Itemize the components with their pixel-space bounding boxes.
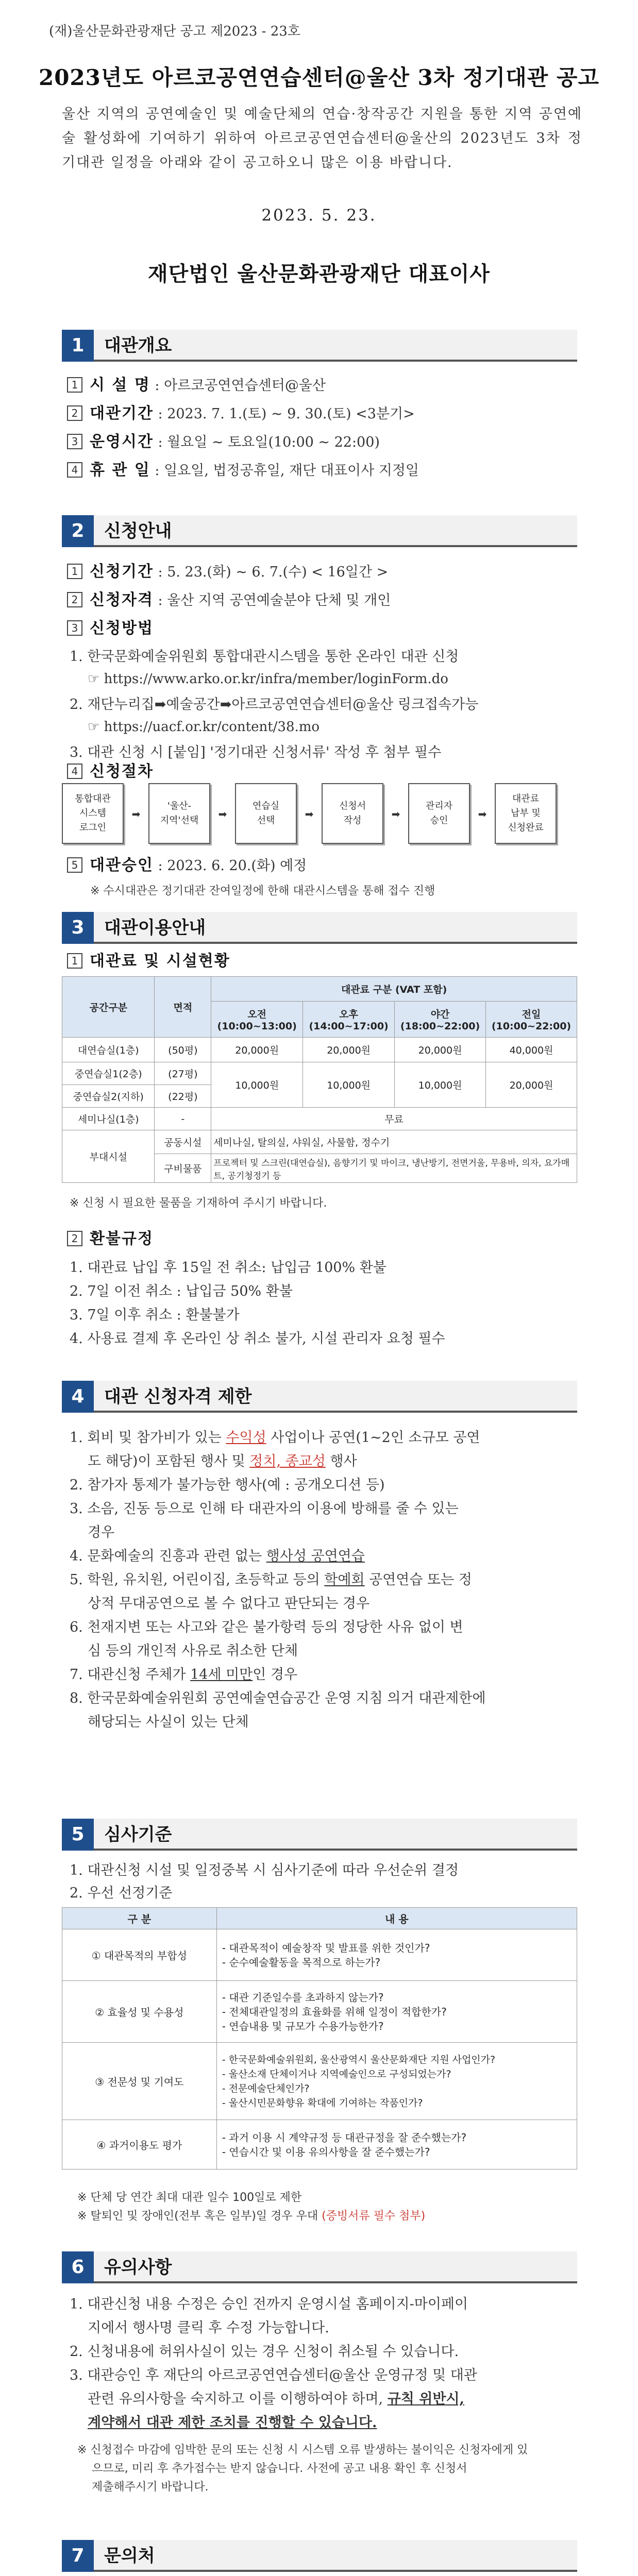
fee-cell: 10,000원 bbox=[303, 1062, 395, 1108]
index-box: 4 bbox=[67, 764, 82, 779]
restriction-item-7 bbox=[70, 1663, 580, 1687]
highlight: 정치, 종교성 bbox=[249, 1453, 326, 1469]
header-fullday bbox=[486, 1002, 577, 1038]
text: 관련 유의사항을 숙지하고 이를 이행하여야 하며, bbox=[88, 2391, 388, 2407]
amenity-kind: 구비물품 bbox=[155, 1154, 211, 1183]
fee-cell: 20,000원 bbox=[395, 1038, 486, 1062]
header-afternoon bbox=[303, 1002, 395, 1038]
method-item-3: 3. 대관 신청 시 [붙임] '정기대관 신청서류' 작성 후 첨부 필수 bbox=[70, 744, 442, 760]
intro-paragraph: 울산 지역의 공연예술인 및 예술단체의 연습·창작공간 지원을 통한 지역 공연예술 활성화에 기여하기 위하여 아르코공연연습센터@울산의 2023년도 3차 정기대관 일정을 아래와 같이 공고하오니 많은 이용 바랍니다. bbox=[62, 106, 582, 171]
caution-item-3-warning: 계약해서 대관 제한 조치를 진행할 수 있습니다. bbox=[88, 2415, 377, 2431]
value: 일요일, 법정공휴일, 재단 대표이사 지정일 bbox=[164, 463, 419, 479]
flow-step-text: 신청완료 bbox=[508, 822, 544, 833]
highlight: 학예회 bbox=[324, 1572, 365, 1588]
refund-item: 4. 사용료 결제 후 온라인 상 취소 불가, 시설 관리자 요청 필수 bbox=[70, 1331, 445, 1347]
arrow-icon: ➡ bbox=[478, 808, 487, 820]
refund-item: 1. 대관료 납입 후 15일 전 취소: 납입금 100% 환불 bbox=[70, 1260, 387, 1276]
criteria-line: - 전체대관일정의 효율화를 위해 일정이 적합한가? bbox=[222, 2005, 447, 2018]
section-6-header bbox=[62, 2251, 577, 2283]
col-title: 전일 bbox=[522, 1009, 541, 1020]
page-title: 2023년도 아르코공연연습센터@울산 3차 정기대관 공고 bbox=[38, 65, 600, 90]
flow-step-text: 대관료 bbox=[512, 793, 540, 804]
restriction-item-6: 6. 천재지변 또는 사고와 같은 불가항력 등의 정당한 사유 없이 변 bbox=[70, 1619, 463, 1635]
apply-period: 1 신청기간 : 5. 23.(화) ~ 6. 7.(수) < 16일간 > bbox=[67, 562, 582, 583]
caution-item-3-cont bbox=[88, 2387, 598, 2411]
text: 5. 학원, 유치원, 어린이집, 초등학교 등의 bbox=[70, 1572, 325, 1588]
flow-step-text: 관리자 bbox=[425, 801, 453, 811]
criteria-line: - 전문예술단체인가? bbox=[222, 2082, 310, 2094]
caution-item-1-cont: 지에서 행사명 클릭 후 수정 가능합니다. bbox=[88, 2320, 329, 2336]
criteria-line: - 대관 기준일수를 초과하지 않는가? bbox=[222, 1991, 384, 2004]
criteria-line: - 연습내용 및 규모가 수용가능한가? bbox=[222, 2020, 384, 2032]
flow-step-text: 시스템 bbox=[79, 808, 107, 819]
section-number: 3 bbox=[62, 912, 94, 944]
criteria-item-1: 1. 대관신청 시설 및 일정중복 시 심사기준에 따라 우선순위 결정 bbox=[70, 1862, 459, 1878]
fee-table bbox=[62, 976, 577, 1183]
text: 1. 회비 및 참가비가 있는 bbox=[70, 1430, 226, 1446]
flow-step-text: 연습실 bbox=[252, 801, 280, 811]
value: 2023. 7. 1.(토) ~ 9. 30.(토) <3분기> bbox=[167, 406, 415, 422]
flow-step-text: 작성 bbox=[343, 815, 362, 826]
highlight: 행사성 공연연습 bbox=[266, 1548, 365, 1564]
overview-closed: 4 휴 관 일 : 일요일, 법정공휴일, 재단 대표이사 지정일 bbox=[67, 460, 582, 481]
index-box: 1 bbox=[67, 953, 82, 969]
header-night bbox=[395, 1002, 486, 1038]
text: 사업이나 공연(1~2인 소규모 공연 bbox=[266, 1430, 480, 1446]
amenity-kind: 공동시설 bbox=[155, 1130, 211, 1154]
signer: 재단법인 울산문화관광재단 대표이사 bbox=[147, 262, 491, 286]
value: 2023. 6. 20.(화) 예정 bbox=[167, 858, 307, 874]
index-box: 5 bbox=[67, 857, 82, 873]
apply-qualification: 2 신청자격 : 울산 지역 공연예술분야 단체 및 개인 bbox=[67, 590, 582, 611]
room-name: 중연습실2(지하) bbox=[62, 1085, 155, 1108]
amenity-list: 세미나실, 탈의실, 샤워실, 사물함, 정수기 bbox=[211, 1130, 577, 1154]
value: 월요일 ~ 토요일(10:00 ~ 22:00) bbox=[167, 434, 380, 450]
section-1-header bbox=[62, 330, 577, 362]
highlight: (증빙서류 필수 첨부) bbox=[322, 2210, 426, 2223]
caution-item-2: 2. 신청내용에 허위사실이 있는 경우 신청이 취소될 수 있습니다. bbox=[70, 2344, 459, 2360]
flow-step-room bbox=[235, 783, 297, 844]
criteria-name: ① 대관목적의 부합성 bbox=[62, 1929, 217, 1981]
text: 행사 bbox=[325, 1453, 357, 1469]
section-4-header bbox=[62, 1381, 577, 1413]
criteria-content bbox=[216, 2043, 577, 2120]
criteria-line: - 순수예술활동을 목적으로 하는가? bbox=[222, 1956, 381, 1969]
section-number: 2 bbox=[62, 515, 94, 547]
document-number: (재)울산문화관광재단 공고 제2023 - 23호 bbox=[49, 24, 300, 39]
criteria-line: - 울산소재 단체이거나 지역예술인으로 구성되었는가? bbox=[222, 2068, 451, 2080]
section-number: 6 bbox=[62, 2251, 94, 2283]
section-title: 대관이용안내 bbox=[104, 918, 206, 938]
header-morning bbox=[211, 1002, 303, 1038]
text: ※ 탈퇴인 및 장애인(전부 혹은 일부)일 경우 우대 bbox=[77, 2210, 322, 2223]
criteria-name: ④ 과거이용도 평가 bbox=[62, 2120, 217, 2170]
restriction-item-1 bbox=[70, 1426, 580, 1450]
index-box: 1 bbox=[67, 564, 82, 579]
criteria-line: - 울산시민문화향유 확대에 기여하는 작품인가? bbox=[222, 2097, 423, 2109]
label: 운영시간 bbox=[90, 433, 154, 451]
section-title: 대관개요 bbox=[104, 335, 172, 356]
caution-item-1: 1. 대관신청 내용 수정은 승인 전까지 운영시설 홈페이지-마이페이 bbox=[70, 2296, 468, 2312]
caution-item-3: 3. 대관승인 후 재단의 아르코공연연습센터@울산 운영규정 및 대관 bbox=[70, 2367, 477, 2383]
room-name: 대연습실(1층) bbox=[62, 1038, 155, 1062]
restriction-item-2: 2. 참가자 통제가 불가능한 행사(예 : 공개오디션 등) bbox=[70, 1477, 385, 1493]
text: 7. 대관신청 주체가 bbox=[70, 1667, 191, 1683]
criteria-table bbox=[62, 1907, 577, 2170]
criteria-note-2 bbox=[77, 2207, 425, 2223]
section-title: 문의처 bbox=[104, 2546, 155, 2566]
section-title: 심사기준 bbox=[104, 1824, 172, 1845]
label: 휴 관 일 bbox=[90, 461, 150, 479]
uacf-link[interactable]: ☞ https://uacf.or.kr/content/38.mo bbox=[88, 719, 320, 735]
criteria-content bbox=[216, 2120, 577, 2170]
label: 시 설 명 bbox=[90, 376, 150, 394]
label: 대관승인 bbox=[90, 856, 154, 874]
section-3-header bbox=[62, 912, 577, 944]
fee-cell: 40,000원 bbox=[486, 1038, 577, 1062]
section-5-header bbox=[62, 1819, 577, 1851]
flow-step-text: 납부 및 bbox=[511, 808, 541, 819]
col-title: 오후 bbox=[339, 1009, 358, 1020]
fee-cell: 무료 bbox=[211, 1108, 577, 1130]
room-area: (50평) bbox=[155, 1038, 211, 1062]
flow-step-text: 선택 bbox=[257, 815, 275, 826]
flow-step-text: 승인 bbox=[430, 815, 448, 826]
criteria-line: - 연습시간 및 이용 유의사항을 잘 준수했는가? bbox=[222, 2145, 430, 2158]
criteria-name: ② 효율성 및 수용성 bbox=[62, 1981, 217, 2043]
fee-cell: 20,000원 bbox=[211, 1038, 303, 1062]
highlight: 규칙 위반시, bbox=[387, 2391, 464, 2407]
value: 아르코공연연습센터@울산 bbox=[164, 378, 326, 394]
index-box: 2 bbox=[67, 592, 82, 607]
flow-step-text: '울산- bbox=[167, 801, 192, 811]
criteria-note-1: ※ 단체 당 연간 최대 대관 일수 100일로 제한 bbox=[77, 2191, 302, 2204]
flow-step-text: 로그인 bbox=[79, 822, 107, 833]
section-title: 신청안내 bbox=[104, 521, 172, 541]
room-area: (27평) bbox=[155, 1062, 211, 1085]
notice-date: 2023. 5. 23. bbox=[261, 206, 377, 225]
amenity-group: 부대시설 bbox=[62, 1130, 155, 1183]
label: 환불규정 bbox=[90, 1230, 154, 1248]
criteria-content bbox=[216, 1929, 577, 1981]
section-number: 5 bbox=[62, 1819, 94, 1851]
header-fee-group: 대관료 구분 (VAT 포함) bbox=[211, 977, 577, 1002]
fee-cell: 10,000원 bbox=[211, 1062, 303, 1108]
arrow-icon: ➡ bbox=[131, 808, 141, 820]
index-box: 3 bbox=[67, 620, 82, 636]
room-name: 세미나실(1층) bbox=[62, 1108, 155, 1130]
flow-step-login bbox=[62, 783, 124, 844]
method-item-1: 1. 한국문화예술위원회 통합대관시스템을 통한 온라인 대관 신청 bbox=[70, 649, 459, 665]
header-area: 면적 bbox=[155, 977, 211, 1038]
arrow-icon: ➡ bbox=[305, 808, 314, 820]
caution-note: ※ 신청접수 마감에 임박한 문의 또는 신청 시 시스템 오류 발생하는 불이익은 신청자에게 있 bbox=[77, 2444, 528, 2456]
criteria-item-2: 2. 우선 선정기준 bbox=[70, 1885, 173, 1901]
text: 4. 문화예술의 진흥과 관련 없는 bbox=[70, 1548, 266, 1564]
arko-link[interactable]: ☞ https://www.arko.or.kr/infra/member/loginForm.do bbox=[88, 671, 448, 687]
arrow-icon: ➡ bbox=[391, 808, 400, 820]
index-box: 2 bbox=[67, 1231, 82, 1246]
room-area: (22평) bbox=[155, 1085, 211, 1108]
text: 도 해당)이 포함된 행사 및 bbox=[88, 1453, 250, 1469]
restriction-item-4 bbox=[70, 1545, 580, 1568]
header-category: 구 분 bbox=[62, 1908, 217, 1929]
fee-heading bbox=[67, 951, 582, 972]
highlight: 수익성 bbox=[226, 1430, 266, 1446]
section-number: 4 bbox=[62, 1381, 94, 1413]
criteria-line: - 한국문화예술위원회, 울산광역시 울산문화재단 지원 사업인가? bbox=[222, 2054, 496, 2065]
section-title: 대관 신청자격 제한 bbox=[104, 1386, 252, 1407]
label: 대관료 및 시설현황 bbox=[90, 952, 230, 970]
highlight: 14세 미만 bbox=[190, 1667, 253, 1683]
flow-step-region bbox=[148, 783, 210, 844]
approval-note: ※ 수시대관은 정기대관 잔여일정에 한해 대관시스템을 통해 접수 진행 bbox=[90, 885, 435, 897]
header-content: 내 용 bbox=[216, 1908, 577, 1929]
caution-note-cont: 으므로, 미리 후 추가접수는 받지 않습니다. 사전에 공고 내용 확인 후 신청서 bbox=[92, 2462, 467, 2475]
apply-procedure-heading bbox=[67, 761, 582, 783]
table-note: ※ 신청 시 필요한 물품을 기재하여 주시기 바랍니다. bbox=[70, 1197, 327, 1210]
index-box: 2 bbox=[67, 405, 82, 421]
method-item-2: 2. 재단누리집➡예술공간➡아르코공연연습센터@울산 링크접속가능 bbox=[70, 697, 479, 713]
label: 신청자격 bbox=[90, 591, 154, 609]
caution-note-cont: 제출해주시기 바랍니다. bbox=[92, 2481, 209, 2494]
value: 울산 지역 공연예술분야 단체 및 개인 bbox=[167, 592, 391, 608]
restriction-item-8-cont: 해당되는 사실이 있는 단체 bbox=[88, 1714, 249, 1730]
overview-hours: 3 운영시간 : 월요일 ~ 토요일(10:00 ~ 22:00) bbox=[67, 432, 582, 453]
col-hours: (10:00~22:00) bbox=[491, 1021, 572, 1032]
approval-date: 5 대관승인 : 2023. 6. 20.(화) 예정 bbox=[67, 855, 582, 876]
label: 신청기간 bbox=[90, 563, 154, 581]
col-hours: (14:00~17:00) bbox=[309, 1021, 389, 1032]
restriction-item-8: 8. 한국문화예술위원회 공연예술연습공간 운영 지침 의거 대관제한에 bbox=[70, 1690, 486, 1706]
fee-cell: 10,000원 bbox=[395, 1062, 486, 1108]
restriction-item-5-cont: 상적 무대공연으로 볼 수 없다고 판단되는 경우 bbox=[88, 1596, 370, 1612]
criteria-content bbox=[216, 1981, 577, 2043]
room-name: 중연습실1(2층) bbox=[62, 1062, 155, 1085]
flow-step-payment bbox=[495, 783, 557, 844]
restriction-item-3-cont: 경우 bbox=[88, 1524, 115, 1540]
procedure-flow bbox=[62, 783, 577, 845]
flow-step-text: 통합대관 bbox=[75, 793, 111, 804]
col-hours: (10:00~13:00) bbox=[217, 1021, 297, 1032]
room-area: - bbox=[155, 1108, 211, 1130]
section-number: 7 bbox=[62, 2540, 94, 2572]
criteria-name: ③ 전문성 및 기여도 bbox=[62, 2043, 217, 2120]
flow-step-approval bbox=[408, 783, 470, 844]
fee-cell: 20,000원 bbox=[303, 1038, 395, 1062]
criteria-line: - 과거 이용 시 계약규정 등 대관규정을 잘 준수했는가? bbox=[222, 2131, 467, 2144]
section-2-header bbox=[62, 515, 577, 547]
criteria-line: - 대관목적이 예술창작 및 발표를 위한 것인가? bbox=[222, 1941, 430, 1954]
col-hours: (18:00~22:00) bbox=[400, 1021, 480, 1032]
label: 신청방법 bbox=[90, 619, 154, 637]
restriction-item-5 bbox=[70, 1568, 580, 1592]
amenity-list: 프로젝터 및 스크린(대연습실), 음향기기 및 마이크, 냉난방기, 전면거울, 무용바, 의자, 요가매트, 공기청정기 등 bbox=[211, 1154, 577, 1183]
section-7-header bbox=[62, 2540, 577, 2572]
text: 인 경우 bbox=[253, 1667, 298, 1683]
refund-heading bbox=[67, 1229, 582, 1250]
restriction-item-1-cont bbox=[88, 1450, 598, 1473]
section-title: 유의사항 bbox=[104, 2257, 172, 2278]
restriction-item-6-cont: 심 등의 개인적 사유로 취소한 단체 bbox=[88, 1643, 298, 1659]
header-space: 공간구분 bbox=[62, 977, 155, 1038]
restriction-item-3: 3. 소음, 진동 등으로 인해 타 대관자의 이용에 방해를 줄 수 있는 bbox=[70, 1501, 459, 1517]
arrow-icon: ➡ bbox=[218, 808, 227, 820]
section-number: 1 bbox=[62, 330, 94, 362]
flow-step-text: 지역'선택 bbox=[160, 815, 199, 826]
overview-period: 2 대관기간 : 2023. 7. 1.(토) ~ 9. 30.(토) <3분기> bbox=[67, 403, 582, 425]
col-title: 오전 bbox=[247, 1009, 267, 1020]
overview-facility: 1 시 설 명 : 아르코공연연습센터@울산 bbox=[67, 375, 582, 396]
refund-item: 2. 7일 이전 취소 : 납입금 50% 환불 bbox=[70, 1283, 293, 1299]
label: 신청절차 bbox=[90, 762, 154, 781]
apply-method-heading bbox=[67, 618, 582, 639]
index-box: 3 bbox=[67, 434, 82, 449]
index-box: 4 bbox=[67, 462, 82, 478]
label: 대관기간 bbox=[90, 404, 154, 422]
index-box: 1 bbox=[67, 377, 82, 393]
refund-item: 3. 7일 이후 취소 : 환불불가 bbox=[70, 1307, 240, 1323]
flow-step-form bbox=[322, 783, 383, 844]
flow-step-text: 신청서 bbox=[339, 801, 366, 811]
col-title: 야간 bbox=[430, 1009, 450, 1020]
fee-cell: 20,000원 bbox=[486, 1062, 577, 1108]
text: 공연연습 또는 정 bbox=[364, 1572, 472, 1588]
value: 5. 23.(화) ~ 6. 7.(수) < 16일간 > bbox=[167, 564, 389, 580]
